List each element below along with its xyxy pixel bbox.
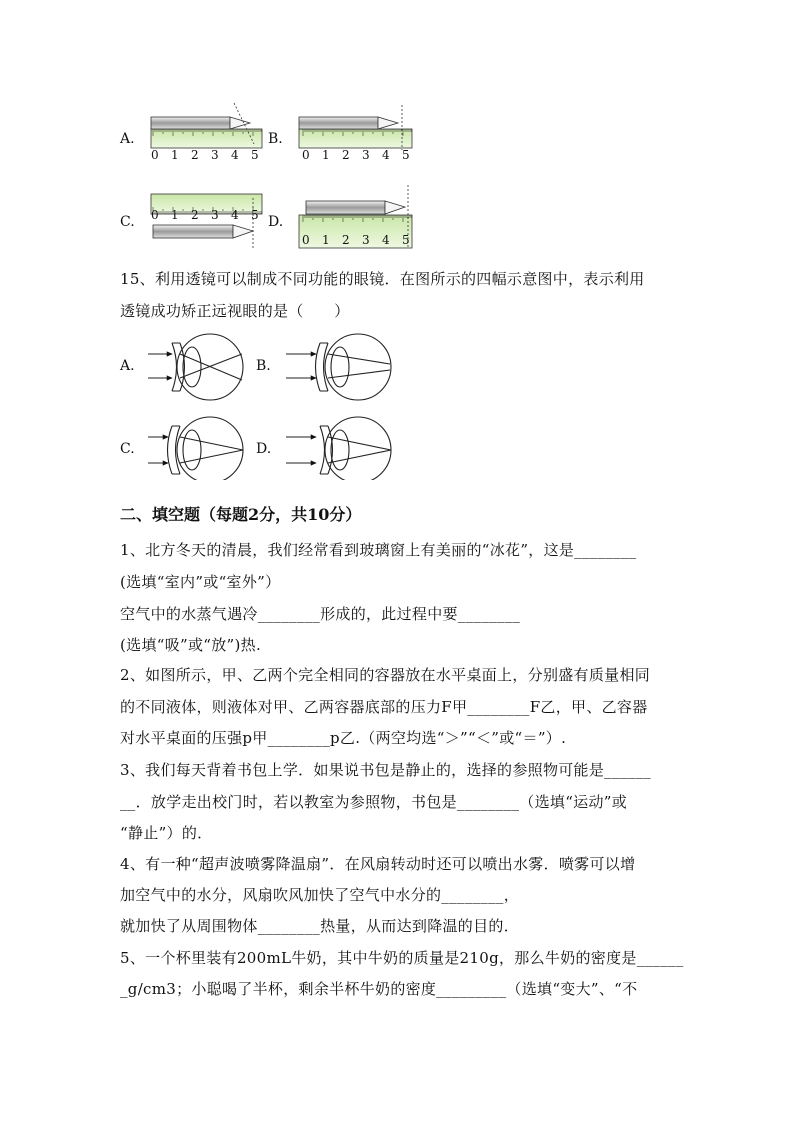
q15-option-b-label: B. <box>256 358 271 374</box>
q15-diagram-b <box>286 334 391 400</box>
section-2-line: 3、我们每天背着书包上学．如果说书包是静止的，选择的参照物可能是______ <box>120 761 651 779</box>
q14-option-b-label: B. <box>268 131 283 147</box>
section-2-line: 1、北方冬天的清晨，我们经常看到玻璃窗上有美丽的“冰花”，这是________ <box>120 541 637 559</box>
section-2-line: __．放学走出校门时，若以教室为参照物，书包是________（选填“运动”或 <box>120 793 628 811</box>
ruler-d-tick-2: 2 <box>342 233 350 247</box>
ruler-a-tick-1: 1 <box>171 148 179 162</box>
ruler-a-tick-5: 5 <box>251 148 259 162</box>
q15-question-line-1: 15、利用透镜可以制成不同功能的眼镜．在图所示的四幅示意图中，表示利用 <box>120 270 645 288</box>
q15-option-a-label: A. <box>120 358 135 374</box>
ruler-c-tick-0: 0 <box>151 208 159 222</box>
q14-option-c-label: C. <box>120 214 135 230</box>
ruler-c-tick-1: 1 <box>171 208 179 222</box>
section-2-line: 就加快了从周围物体________热量，从而达到降温的目的． <box>120 917 520 935</box>
ruler-c-tick-4: 4 <box>231 208 239 222</box>
q15-eye-figure <box>140 330 400 480</box>
ruler-c-tick-2: 2 <box>191 208 199 222</box>
q15-option-d-label: D. <box>256 441 272 457</box>
section-2-line: 对水平桌面的压强p甲________p乙.（两空均选“＞”“＜”或“＝”）. <box>120 729 567 747</box>
ruler-a-tick-3: 3 <box>211 148 219 162</box>
q14-diagram-b <box>299 105 412 150</box>
ruler-b-tick-2: 2 <box>342 148 350 162</box>
ruler-d-tick-1: 1 <box>322 233 330 247</box>
q15-option-c-label: C. <box>120 441 135 457</box>
section-2-line: 空气中的水蒸气遇冷________形成的，此过程中要________ <box>120 605 521 623</box>
section-2-line: 4、有一种“超声波喷雾降温扇”．在风扇转动时还可以喷出水雾．喷雾可以增 <box>120 855 636 873</box>
q14-diagram-c <box>151 194 262 250</box>
ruler-d-tick-3: 3 <box>362 233 370 247</box>
ruler-c-tick-5: 5 <box>251 208 259 222</box>
ruler-c-tick-3: 3 <box>211 208 219 222</box>
ruler-a-tick-4: 4 <box>231 148 239 162</box>
q15-diagram-a <box>148 334 243 400</box>
q14-option-d-label: D. <box>268 214 284 230</box>
ruler-b-tick-1: 1 <box>322 148 330 162</box>
q15-question-line-2: 透镜成功矫正远视眼的是（ ） <box>120 302 350 320</box>
section-2-line: 加空气中的水分，风扇吹风加快了空气中水分的________， <box>120 886 520 904</box>
section-2-line: “静止”）的． <box>120 824 213 842</box>
ruler-a-tick-0: 0 <box>151 148 159 162</box>
section-2-line: 2、如图所示，甲、乙两个完全相同的容器放在水平桌面上，分别盛有质量相同 <box>120 666 651 684</box>
q15-diagram-c <box>148 417 243 480</box>
ruler-a-tick-2: 2 <box>191 148 199 162</box>
ruler-b-tick-3: 3 <box>362 148 370 162</box>
ruler-d-tick-0: 0 <box>302 233 310 247</box>
section-2-line: 的不同液体，则液体对甲、乙两容器底部的压力F甲________F乙，甲、乙容器 <box>120 698 648 716</box>
section-2-line: _g/cm3；小聪喝了半杯，剩余半杯牛奶的密度_________（选填“变大”、“不 <box>120 980 638 998</box>
section-2-line: (选填“吸”或“放”)热. <box>120 636 262 654</box>
ruler-b-tick-0: 0 <box>302 148 310 162</box>
q15-diagram-d <box>286 417 391 480</box>
ruler-d-tick-4: 4 <box>382 233 390 247</box>
ruler-d-tick-5: 5 <box>402 233 410 247</box>
section-2-heading: 二、填空题（每题2分，共10分） <box>120 505 362 524</box>
q14-diagram-a <box>151 103 262 148</box>
q14-option-a-label: A. <box>120 131 135 147</box>
section-2-line: (选填“室内”或“室外”） <box>120 573 281 591</box>
q14-ruler-figure <box>140 100 430 260</box>
section-2-line: 5、一个杯里装有200mL牛奶，其中牛奶的质量是210g，那么牛奶的密度是______ <box>120 949 684 967</box>
ruler-b-tick-4: 4 <box>382 148 390 162</box>
ruler-b-tick-5: 5 <box>402 148 410 162</box>
